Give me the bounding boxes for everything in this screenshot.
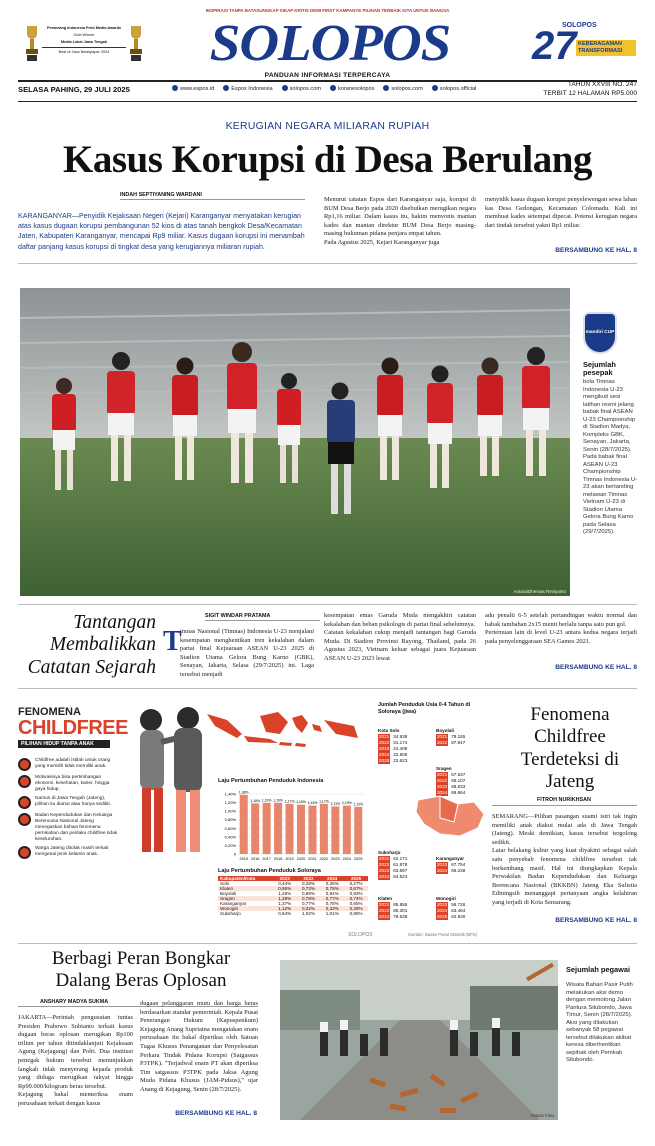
district-year: 2022 xyxy=(379,862,390,867)
district-year: 2023 xyxy=(379,868,390,873)
tiktok-icon xyxy=(383,85,389,91)
social-bar xyxy=(172,85,502,95)
table-cell: 0,77% xyxy=(301,901,315,906)
photo1-caption: bola Timnas Indonesia U-23 mengikuti sesi latihan resmi jelang babak final ASEAN U-23 Championship di Stadion Madya, Kompleks GBK, Senayan, Jakarta, Senin (28/7/2025). Pada babak final ASEAN U-23 Championship Timnas Indonesia U-23 akan bertanding melawan Timnas Vietnam U-23 di Stadion Utama Gelora Bung Karno pada Selasa (29/7/2025). xyxy=(583,379,638,535)
district-name: Boyolali xyxy=(436,728,454,733)
facebook-link[interactable]: Espos Indonesia xyxy=(223,85,272,95)
table-cell: 0,78% xyxy=(325,901,339,906)
protest-illustration xyxy=(280,960,558,1120)
info-bullet: Badan Kependudukan dan Keluarga Berencana Nasional Jateng menegaskan bahwa fenomena pernikahan dan perilaku childfree tidak keseluruhan. xyxy=(18,813,118,842)
table-head: 2025 xyxy=(350,876,362,881)
info-credit: SOLOPOS xyxy=(348,932,373,938)
table-cell: Sragen xyxy=(220,896,235,901)
y-tick-label: 1,20% xyxy=(224,800,236,806)
y-tick-label: 0,80% xyxy=(224,817,236,823)
y-tick-label: 1,00% xyxy=(224,808,236,814)
district-year: 2024 xyxy=(379,752,390,757)
district-year: 2023 xyxy=(437,784,448,789)
top-banner: INSPIRASI TANPA BATASUNGKAP SIKAP KRITIS DEMI FIRST KAMPANYE PILIHAN TERBAIK KITA UNTUK BANGSA xyxy=(205,8,450,13)
lead-headline[interactable]: Kasus Korupsi di Desa Berulang xyxy=(63,138,592,181)
football-training-photo xyxy=(20,288,570,596)
table-cell: 0,74% xyxy=(349,896,363,901)
district-value: 79.155 xyxy=(451,734,466,739)
story4-byline: ANSHARY MADYA SUKMA xyxy=(40,999,109,1005)
photo-credit: Antara/Dhemas Reviyanto xyxy=(513,589,566,594)
x-tick-label: 2017 xyxy=(262,857,271,861)
tagline: PANDUAN INFORMASI TERPERCAYA xyxy=(264,72,391,79)
district-year: 2022 xyxy=(437,778,448,783)
district-name: Sukoharjo xyxy=(378,850,401,855)
info-bullet: Namun di Jawa Tengah (Jateng), pilihan itu dianut atau hanya sedikit. xyxy=(18,796,118,809)
web-link[interactable]: www.espos.id xyxy=(172,85,214,95)
lead-col-2: menyidik kasus dugaan korupsi penyelewengan sewa lahan kas Desa Gedongan, Kecamatan Colomadu. Kali ini membuat kades setempat dipecat. Potensi kerugian negara dari tindak tersebut yakni Rp1 miliar. xyxy=(485,196,637,229)
info-bullet: Childfree adalah istilah untuk orang yang memilih tidak memiliki anak. xyxy=(18,758,118,771)
district-value: 69.864 xyxy=(451,790,466,795)
story4-headline[interactable]: Berbagi Peran Bongkar Dalang Beras Oplosan xyxy=(51,948,231,991)
district-year: 2023 xyxy=(437,862,448,867)
edition-date: SELASA PAHING, 29 JULI 2025 xyxy=(18,85,130,94)
table-head: Kabupaten/Kota xyxy=(220,876,256,881)
bar-value-label: 1,17% xyxy=(284,799,295,804)
bar xyxy=(354,807,362,854)
bar xyxy=(251,803,259,854)
protest-photo xyxy=(280,960,558,1120)
table-cell: 0,86% xyxy=(278,886,292,891)
district-value: 87.947 xyxy=(451,740,466,745)
district-row xyxy=(378,914,434,920)
info-icon xyxy=(18,846,31,859)
bar xyxy=(331,806,339,854)
table-head: 2023 xyxy=(279,876,290,881)
price: TERBIT 12 HALAMAN RP5.000 xyxy=(543,90,637,97)
globe-icon xyxy=(172,85,178,91)
twitter-link[interactable]: solopos.com xyxy=(282,85,321,95)
district-name: Kota Solo xyxy=(378,728,400,733)
table-head: 2022 xyxy=(303,876,314,881)
table-cell: 0,93% xyxy=(349,891,363,896)
x-icon xyxy=(282,85,288,91)
x-tick-label: 2019 xyxy=(285,857,294,861)
award-line: Gold Winner xyxy=(73,33,95,37)
district-value: 62.171 xyxy=(393,856,408,861)
story3-headline[interactable]: Fenomena Childfree Terdeteksi di Jateng xyxy=(520,704,620,793)
pop-legend-title: Jumlah Penduduk Usia 0-4 Tahun di Soloraya (jiwa) xyxy=(378,702,471,715)
district-value: 67.637 xyxy=(451,772,466,777)
district-year: 2022 xyxy=(379,740,390,745)
district-value: 66.107 xyxy=(451,778,466,783)
district-block xyxy=(378,896,434,920)
district-year: 2024 xyxy=(379,874,390,879)
district-row xyxy=(378,874,434,880)
table-cell: Karanganyar xyxy=(220,901,247,906)
district-year: 2021 xyxy=(379,856,390,861)
table-row xyxy=(218,911,368,916)
bar-value-label: 1,13% xyxy=(342,801,352,806)
table-cell: 0,27% xyxy=(349,881,363,886)
bar xyxy=(343,806,351,854)
x-tick-label: 2020 xyxy=(296,857,306,861)
table-cell: 0,78% xyxy=(301,896,315,901)
photo2-caption: Wisata Bahari Pasir Putih melakukan aksi demo dengan memotong Jalan Pantura Situbondo, Jawa Timur, Senin (28/7/2025). Aksi yang dilakukan sebanyak 58 pegawai tersebut dilakukan akibat keresa diberhentikan sepihak oleh Pemkab Situbondo. xyxy=(566,982,633,1063)
district-year: 2021 xyxy=(437,772,448,777)
district-row xyxy=(436,868,492,874)
story3-continue[interactable]: BERSAMBUNG KE HAL. 8 xyxy=(555,917,637,924)
table-cell: Klaten xyxy=(220,886,234,891)
district-value: 64.930 xyxy=(451,914,466,919)
district-name: Klaten xyxy=(378,896,393,901)
table-cell: 0,26% xyxy=(325,881,339,886)
info-icon xyxy=(18,813,31,826)
tiktok-link[interactable]: solopos.com xyxy=(383,85,422,95)
lead-intro: KARANGANYAR—Penyidik Kejaksaan Negeri (Kejari) Karanganyar menyatakan kerugian atas kasus dugaan korupsi pembangunan 52 kios di atas tanah bengkok Desa/Kecamatan Jaten, Kabupaten Karanganyar, mencapai Rp9 miliar. Kasus dugaan korupsi ini menambah daftar panjang kasus korupsi di tingkat desa yang kerugiannya miliaran rupiah. xyxy=(18,212,305,251)
y-tick-label: 0,60% xyxy=(224,825,236,831)
info-icon xyxy=(18,796,31,809)
table-cell: 0,84% xyxy=(278,911,292,916)
bar-value-label: 1,11% xyxy=(330,801,341,806)
info-title-2: CHILDFREE xyxy=(18,717,128,739)
bar xyxy=(240,795,248,854)
bar-value-label: 1,17% xyxy=(319,799,329,804)
award-line: Media Lokal Jawa Tengah xyxy=(60,40,108,44)
info-icon xyxy=(18,758,31,771)
table-cell: 0,28% xyxy=(301,881,315,886)
x-tick-label: 2018 xyxy=(273,857,283,861)
district-year: 2025 xyxy=(379,758,390,763)
instagram-link[interactable]: koranesolopos xyxy=(330,85,374,95)
masthead-logo[interactable]: SOLOPOS xyxy=(209,13,451,72)
info-bullet: Motivasinya bisa pertimbangan ekonomi, kesehatan, karier, hingga gaya hidup. xyxy=(18,775,118,792)
youtube-link[interactable]: solopos.official xyxy=(432,85,477,95)
youtube-icon xyxy=(432,85,438,91)
district-value: 22.623 xyxy=(393,758,408,763)
lead-continue[interactable]: BERSAMBUNG KE HAL. 8 xyxy=(555,247,637,254)
story4-col-1: JAKARTA—Perintah pengusutan tuntas Presiden Prabowo Subianto terkait kasus dugaan beras oplosan merugikan Rp100 triliun per tahun ditindaklanjuti Kejaksaan Agung (Kejagung) dan Polri. Dua institusi penegak hukum tersebut menunjukkan langkah tidak menyerang kepada produk yang diduga merugikan rakyat hingga Rp99.000/kilogram beras tersebut. Kejagung bakal memeriksa enam perusahaan terkait dengan kasus xyxy=(18,1014,133,1107)
table-title: Laju Pertumbuhan Penduduk Soloraya xyxy=(218,868,321,874)
info-title-1: FENOMENA xyxy=(18,706,81,718)
info-source: Sumber: Badan Pusat Statistik (BPS) xyxy=(408,932,478,937)
district-value: 68.633 xyxy=(451,784,466,789)
photo2-caption-title: Sejumlah pegawai xyxy=(566,965,631,974)
district-name: Sragen xyxy=(436,766,452,771)
trophy-icon xyxy=(128,24,144,64)
bar xyxy=(274,803,282,854)
district-block xyxy=(378,728,434,764)
table-cell: 0,65% xyxy=(349,901,363,906)
story2-col-1: imnas Nasional (Timnas) Indonesia U-23 menjalani kesempatan menghentikan tren kekalahan dalam partai final Kejuaraan ASEAN U-23 2025 di Stadion Utama Gelora Bung Karno (GBK), Senayan, Jakarta, Selasa (29/7/2025) ini. Laga tersebut menjadi xyxy=(180,628,314,678)
district-value: 78.538 xyxy=(393,914,408,919)
mandiri-cup-badge: mandiri CUP xyxy=(583,312,617,354)
y-tick-label: 0,20% xyxy=(224,842,236,848)
district-year: 2021 xyxy=(379,734,390,739)
x-tick-label: 2021 xyxy=(308,857,317,861)
table-cell: 0,33% xyxy=(325,906,339,911)
district-value: 66.238 xyxy=(451,868,466,873)
bar xyxy=(308,806,316,854)
childfree-infographic xyxy=(18,698,496,940)
district-year: 2024 xyxy=(437,790,448,795)
photo1-caption-title: Sejumlah pesepak xyxy=(583,360,616,377)
district-value: 63.897 xyxy=(393,868,408,873)
table-cell: Wonogiri xyxy=(220,906,239,911)
table-cell: Solo xyxy=(220,881,230,886)
story4-col-2: dugaan pelanggaran mutu dan harga beras berdasarkan standar pemerintah. Kepala Pusat Penerangan Hukum (Kapuspenkum) Kejagung Anang Supriatna mengatakan enam perusahaan itu bakal diperiksa oleh Satuan Tugas Khusus Penanganan dan Penyelesaian Perkara Tindak Pidana Korupsi (Satgassus P3TPK). "Terjadwal enam PT akan diperiksa Tim satgassus P3TPK pada Jaksa Agung Muda Pidana Khusus (JAM-Pidsus)," ujar Anang di Kejagung, Senin (28/7/2025). xyxy=(140,1000,259,1093)
district-year: 2024 xyxy=(437,908,448,913)
players-illustration xyxy=(20,288,570,596)
table-cell: 0,32% xyxy=(301,906,315,911)
district-block xyxy=(436,728,492,746)
district-value: 85.301 xyxy=(393,908,408,913)
district-value: 61.878 xyxy=(393,862,408,867)
facebook-icon xyxy=(223,85,229,91)
table-cell: 1,37% xyxy=(278,901,292,906)
table-cell: 0,98% xyxy=(349,911,363,916)
story3-body: SEMARANG—Pilihan pasangan suami istri tak ingin memiliki anak diakui mulai ada di Jawa Tengah (Jateng). Meski demikian, kasus tersebut tergolong sedikit. Latar belakang kultur yang kuat diyakini sebagai salah satu penyebab fenomena childfree tersebut tak berkembang masif. Hal ini diungkapkan Kepala Perwakilan Badan Kependudukan dan Keluarga Berencana Nasional (BKKBN) Jateng Eka Sulistia Ediningsih menanggapi pertanyaan angka kelahiran yang terjadi di Kota Semarang. xyxy=(492,813,637,906)
population-growth-chart xyxy=(218,788,368,866)
trophy-icon xyxy=(24,24,40,64)
table-cell: 0,72% xyxy=(301,886,315,891)
table-cell: 0,44% xyxy=(278,881,292,886)
y-tick-label: 0,40% xyxy=(224,834,236,840)
district-row xyxy=(436,740,492,746)
district-value: 34.938 xyxy=(393,734,408,739)
district-year: 2024 xyxy=(437,868,448,873)
bar xyxy=(320,804,328,854)
award-badge xyxy=(24,22,144,68)
district-name: Wonogiri xyxy=(436,896,456,901)
bar-value-label: 1,15% xyxy=(296,800,306,805)
bar xyxy=(297,805,305,854)
y-tick-label: 1,40% xyxy=(224,791,236,797)
x-tick-label: 2015 xyxy=(239,857,248,861)
district-value: 67.754 xyxy=(451,862,466,867)
district-year: 2025 xyxy=(437,914,448,919)
district-value: 24.408 xyxy=(393,746,408,751)
story2-continue[interactable]: BERSAMBUNG KE HAL. 8 xyxy=(555,664,637,671)
bar xyxy=(263,803,271,854)
story2-headline[interactable]: Tantangan Membalikkan Catatan Sejarah xyxy=(27,612,156,678)
lead-byline: INDAH SEPTIYANING WARDANI xyxy=(120,192,202,198)
y-tick-label: 0 xyxy=(233,851,236,857)
bar-value-label: 1,18% xyxy=(250,798,260,803)
story2-col-3: adu penalti 6-5 setelah pertandingan waktu normal dan babak tambahan 2x15 menit berlalu tanpa satu pun gol. Pertemuan lain di level U-23 antara kedua negara terjadi pada penyelenggaraan SEA Games 2021. xyxy=(485,612,637,645)
table-cell: 0,94% xyxy=(325,891,339,896)
table-cell: 1,28% xyxy=(278,896,292,901)
bar xyxy=(286,804,294,854)
x-tick-label: 2023 xyxy=(331,857,340,861)
bar-value-label: 1,38% xyxy=(238,790,249,795)
anniversary-logo: SOLOPOS 27 KEBERAGAMAN TRANSFORMASI xyxy=(532,22,642,70)
x-tick-label: 2022 xyxy=(319,857,329,861)
district-block xyxy=(436,766,492,796)
info-subtitle: PILIHAN HIDUP TANPA ANAK xyxy=(18,740,110,748)
table-cell: 1,02% xyxy=(301,911,315,916)
district-block xyxy=(436,856,492,874)
table-cell: Boyolali xyxy=(220,891,237,896)
district-year: 2022 xyxy=(437,740,448,745)
bar-value-label: 1,19% xyxy=(261,798,272,803)
district-year: 2023 xyxy=(437,902,448,907)
bar-value-label: 1,19% xyxy=(273,798,283,803)
district-year: 2022 xyxy=(379,908,390,913)
table-cell: 1,01% xyxy=(325,911,339,916)
table-cell: 1,26% xyxy=(278,891,292,896)
district-block xyxy=(436,896,492,920)
table-head: 2024 xyxy=(327,876,338,881)
district-year: 2021 xyxy=(437,734,448,739)
story2-col-2: kesempatan emas Garuda Muda mengakhiri catatan kekalahan dan beban psikologis di partai final sebelumnya. Catatan kekalahan cukup menjadi tantangan bagi Garuda Muda. Di Stadion Provinsi Rayong, Thailand, pada 26 Agustus 2023, Vietnam keluar sebagai juara Kejuaraan ASEAN U-23 2023 lewat xyxy=(324,612,476,662)
table-cell: 1,12% xyxy=(278,906,292,911)
award-line: Best of Java Newspaper 2024 xyxy=(42,47,126,54)
district-year: 2023 xyxy=(379,746,390,751)
x-tick-label: 2016 xyxy=(250,857,260,861)
issue-number: TAHUN XXVIII NO. 247 xyxy=(567,81,637,88)
district-name: Karanganyar xyxy=(436,856,465,861)
district-value: 85.855 xyxy=(393,902,408,907)
growth-table xyxy=(218,876,368,916)
table-cell: 0,67% xyxy=(349,886,363,891)
table-cell: Sukoharjo xyxy=(220,911,241,916)
lead-col-1: Menurut catatan Espos dari Karanganyar saja, korupsi di BUM Desa Berjo pada 2020 disebutkan merugikan negara Rp1,16 miliar. Dalam kasus itu, hakim menvonis mantan kades dan mantan direktur BUM Desa Berjo masing-masing hukuman pidana penjara empat tahun. Pada Agustus 2025, Kejari Karanganyar juga xyxy=(324,196,476,246)
table-cell: 0,98% xyxy=(301,891,315,896)
instagram-icon xyxy=(330,85,336,91)
soloraya-map xyxy=(410,794,490,844)
table-cell: 0,77% xyxy=(325,896,339,901)
x-tick-label: 2024 xyxy=(342,857,352,861)
award-line: Pemenang Indonesia Print Media Awards xyxy=(46,26,122,30)
district-block xyxy=(378,850,434,880)
dropcap: T xyxy=(163,626,182,657)
district-value: 22.805 xyxy=(393,752,408,757)
district-row xyxy=(378,758,434,764)
story4-continue[interactable]: BERSAMBUNG KE HAL. 8 xyxy=(175,1110,257,1117)
district-value: 64.524 xyxy=(393,874,408,879)
district-row xyxy=(436,914,492,920)
info-bullet: Warga Jateng ditolak masih terkait mengenai jenis kelamin anak. xyxy=(18,846,118,859)
info-icon xyxy=(18,775,31,788)
indonesia-map xyxy=(202,704,362,754)
table-cell: 0,78% xyxy=(325,886,339,891)
x-tick-label: 2025 xyxy=(354,857,363,861)
chart-title: Laju Pertumbuhan Penduduk Indonesia xyxy=(218,778,324,784)
district-value: 56.726 xyxy=(451,902,466,907)
lead-kicker: KERUGIAN NEGARA MILIARAN RUPIAH xyxy=(225,121,430,132)
district-value: 63.464 xyxy=(451,908,466,913)
story2-byline: SIGIT WINDAR PRATAMA xyxy=(205,613,271,619)
bar-value-label: 1,10% xyxy=(353,802,364,807)
photo2-credit: Antara Foto xyxy=(530,1113,554,1118)
district-value: 31.174 xyxy=(393,740,408,745)
district-year: 2024 xyxy=(379,914,390,919)
table-cell: 0,28% xyxy=(349,906,363,911)
story3-byline: FITROH NURIKHSAN xyxy=(537,797,591,803)
district-year: 2021 xyxy=(379,902,390,907)
bar-value-label: 1,13% xyxy=(307,801,318,806)
